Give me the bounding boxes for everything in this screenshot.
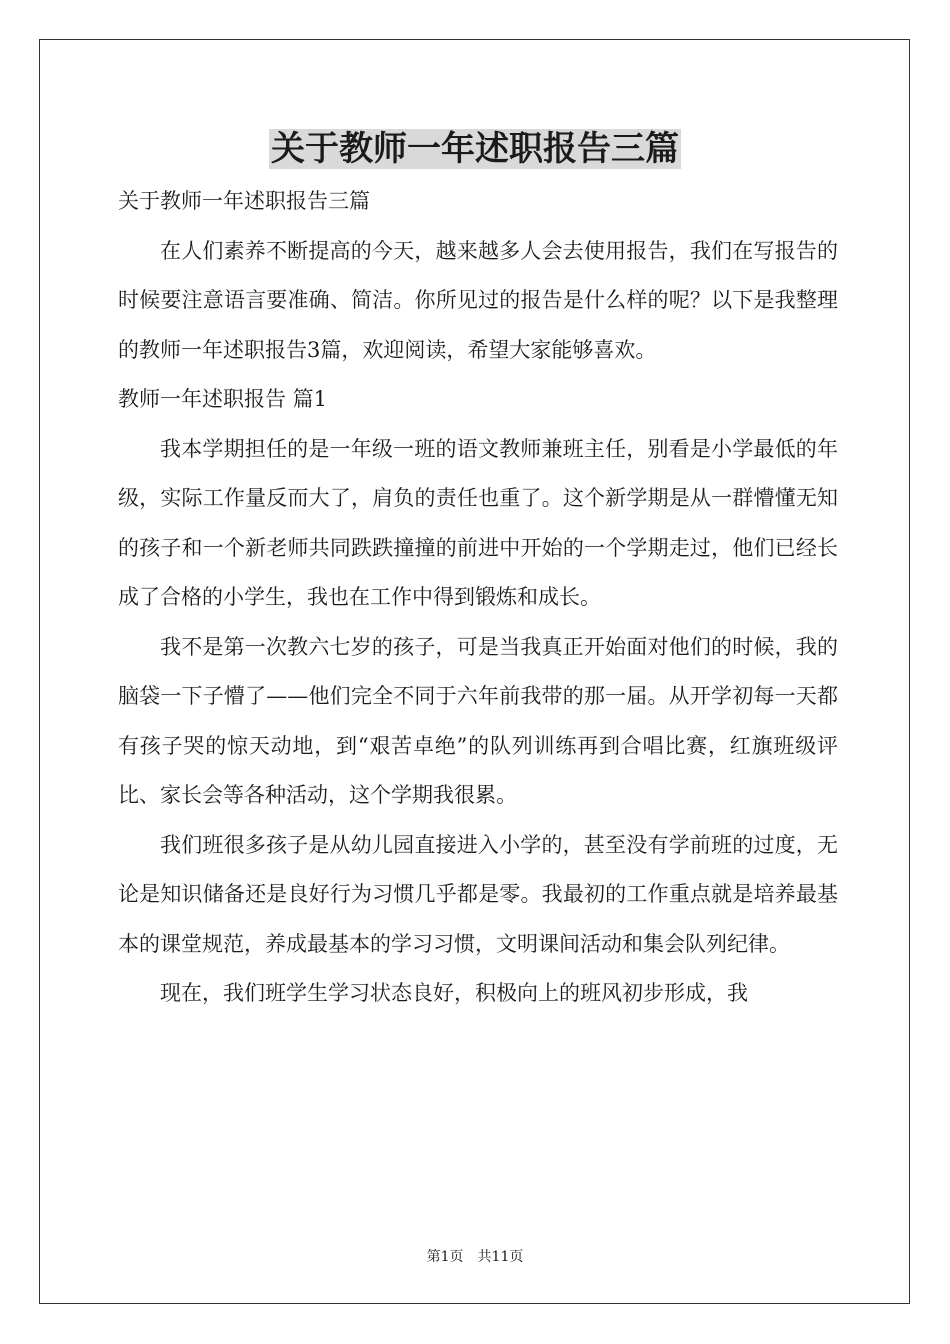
paragraph: 我本学期担任的是一年级一班的语文教师兼班主任，别看是小学最低的年级，实际工作量反而大了，肩负的责任也重了。这个新学期是从一群懵懂无知的孩子和一个新老师共同跌跌撞撞的前进中开始的一个学期走过，他们已经长成了合格的小学生，我也在工作中得到锻炼和成长。	[118, 436, 838, 609]
page-footer	[0, 1247, 950, 1267]
paragraph: 关于教师一年述职报告三篇	[118, 189, 370, 213]
paragraph: 我不是第一次教六七岁的孩子，可是当我真正开始面对他们的时候，我的脑袋一下子懵了——他们完全不同于六年前我带的那一届。从开学初每一天都有孩子哭的惊天动地，到“艰苦卓绝”的队列训练再到合唱比赛，红旗班级评比、家长会等各种活动，这个学期我很累。	[118, 634, 838, 807]
section-heading: 教师一年述职报告 篇1	[118, 387, 328, 411]
paragraph: 现在，我们班学生学习状态良好，积极向上的班风初步形成，我	[160, 981, 748, 1005]
document-body	[118, 177, 838, 1019]
document-title-text: 关于教师一年述职报告三篇	[271, 129, 679, 169]
paragraph: 在人们素养不断提高的今天，越来越多人会去使用报告，我们在写报告的时候要注意语言要准确、简洁。你所见过的报告是什么样的呢？以下是我整理的教师一年述职报告3篇，欢迎阅读，希望大家能够喜欢。	[118, 238, 838, 362]
page-number: 第1页 共11页	[426, 1249, 524, 1265]
paragraph: 我们班很多孩子是从幼儿园直接进入小学的，甚至没有学前班的过度，无论是知识储备还是良好行为习惯几乎都是零。我最初的工作重点就是培养最基本的课堂规范，养成最基本的学习习惯，文明课间活动和集会队列纪律。	[118, 832, 838, 956]
document-title	[0, 124, 950, 174]
